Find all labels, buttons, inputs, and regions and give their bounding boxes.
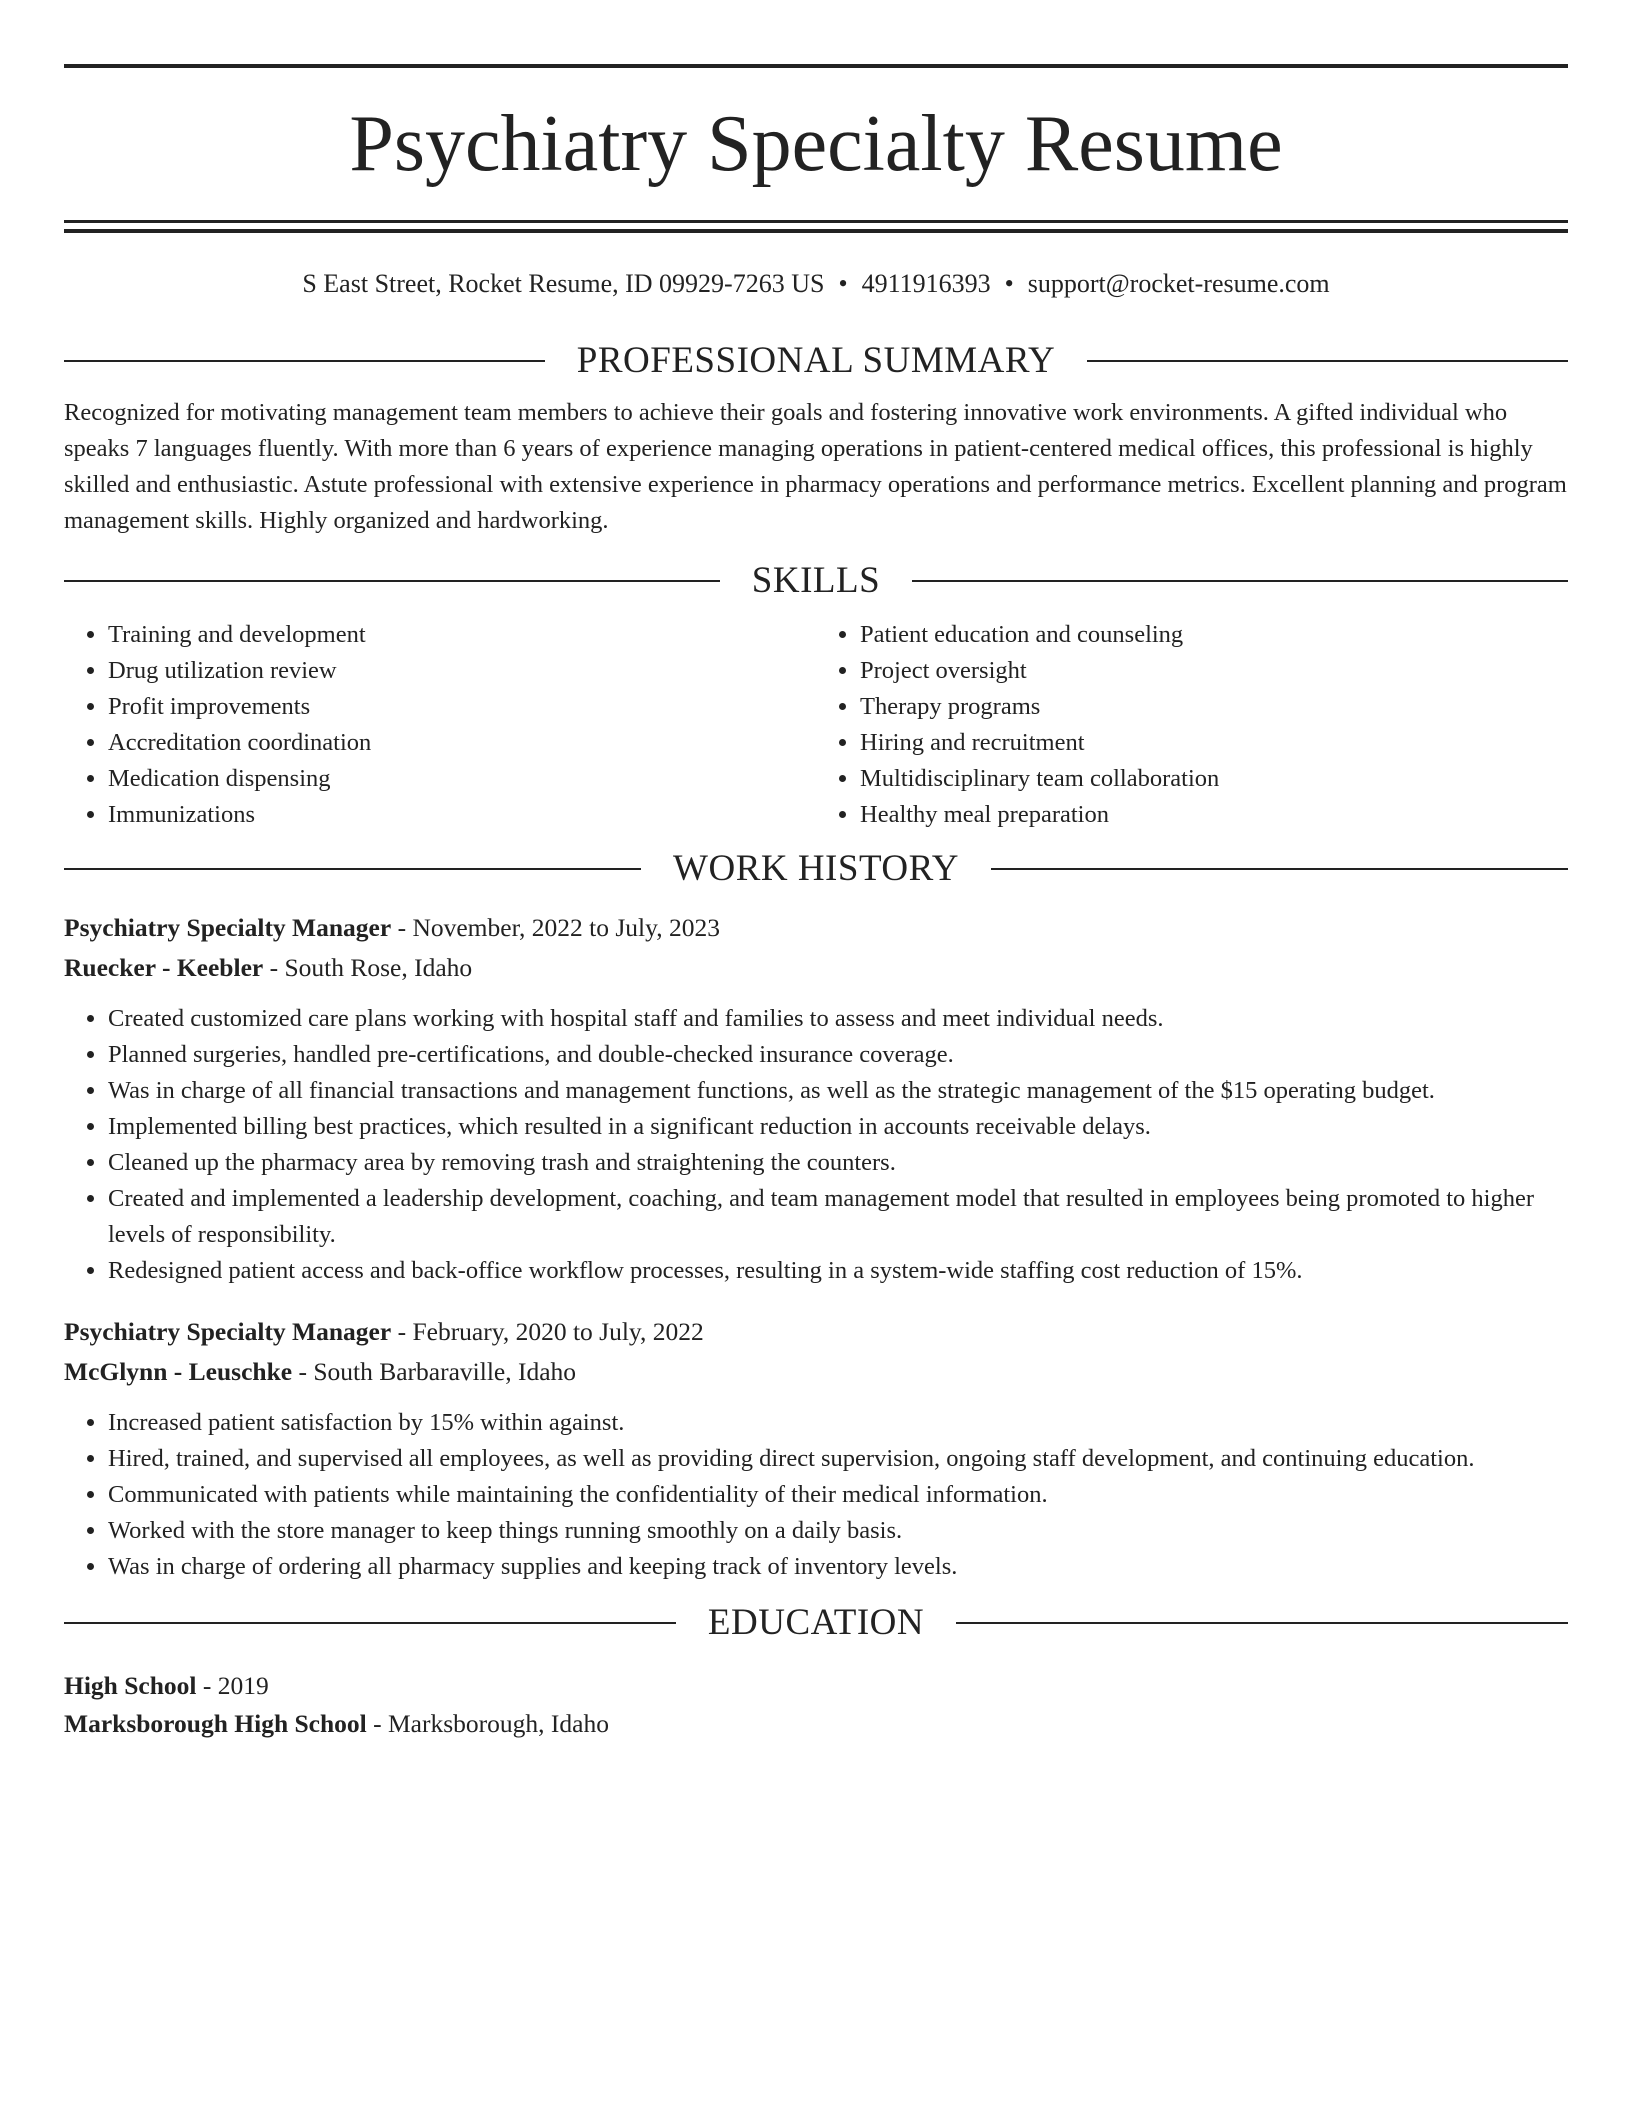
skill-item: • Profit improvements	[108, 689, 816, 725]
job-location: - South Rose, Idaho	[263, 953, 473, 982]
job-bullet: • Was in charge of ordering all pharmacy supplies and keeping track of inventory levels.	[108, 1549, 1568, 1585]
education-location: - Marksborough, Idaho	[366, 1709, 609, 1738]
job-company: Ruecker - Keebler	[64, 953, 264, 982]
job-dates: - February, 2020 to July, 2022	[391, 1317, 704, 1346]
job-bullet: • Worked with the store manager to keep things running smoothly on a daily basis.	[108, 1513, 1568, 1549]
skills-column-right	[816, 617, 1568, 833]
contact-phone: 4911916393	[861, 269, 991, 298]
skills-column-left	[64, 617, 816, 833]
section-heading-label: WORK HISTORY	[673, 848, 959, 889]
job-bullet: • Hired, trained, and supervised all employees, as well as providing direct supervision, ongoing staff development, and continuing education.	[108, 1441, 1568, 1477]
section-heading-label: PROFESSIONAL SUMMARY	[576, 340, 1056, 381]
skill-item: • Therapy programs	[860, 689, 1568, 725]
job-bullet: • Created and implemented a leadership development, coaching, and team management model that resulted in employees being promoted to higher levels of responsibility.	[108, 1181, 1568, 1253]
contact-address: S East Street, Rocket Resume, ID 09929-7263 US	[302, 269, 825, 298]
skill-item: • Project oversight	[860, 653, 1568, 689]
skill-item: • Healthy meal preparation	[860, 797, 1568, 833]
section-heading-work	[64, 847, 1568, 891]
divider-line	[991, 868, 1568, 870]
job-title: Psychiatry Specialty Manager	[64, 1317, 392, 1346]
job-title-line	[64, 909, 1568, 947]
section-heading-summary	[64, 339, 1568, 383]
divider-line	[956, 1622, 1568, 1624]
divider-line	[64, 868, 641, 870]
job-company-line	[64, 949, 1568, 987]
skill-item: • Multidisciplinary team collaboration	[860, 761, 1568, 797]
job-bullet: • Was in charge of all financial transactions and management functions, as well as the strategic management of the $15 operating budget.	[108, 1073, 1568, 1109]
job-title-line	[64, 1313, 1568, 1351]
job-bullet: • Increased patient satisfaction by 15% within against.	[108, 1405, 1568, 1441]
job-bullet: • Created customized care plans working with hospital staff and families to assess and meet individual needs.	[108, 1001, 1568, 1037]
skills-list	[64, 617, 1568, 833]
job-entry	[64, 909, 1568, 1289]
education-school: Marksborough High School	[64, 1709, 367, 1738]
section-heading-skills	[64, 559, 1568, 603]
job-bullet: • Communicated with patients while maintaining the confidentiality of their medical information.	[108, 1477, 1568, 1513]
skill-item: • Accreditation coordination	[108, 725, 816, 761]
job-dates: - November, 2022 to July, 2023	[391, 913, 720, 942]
education-degree-line	[64, 1667, 1568, 1705]
skill-item: • Hiring and recruitment	[860, 725, 1568, 761]
job-company: McGlynn - Leuschke	[64, 1357, 293, 1386]
divider-line	[64, 580, 720, 582]
job-title: Psychiatry Specialty Manager	[64, 913, 392, 942]
job-bullets	[64, 1001, 1568, 1289]
summary-text: Recognized for motivating management team members to achieve their goals and fostering innovative work environments. A gifted individual who speaks 7 languages fluently. With more than 6 years of experience managing operations in patient-centered medical offices, this professional is highly skilled and enthusiastic. Astute professional with extensive experience in pharmacy operations and performance metrics. Excellent planning and program management skills. Highly organized and hardworking.	[64, 399, 1567, 534]
divider-line	[912, 580, 1568, 582]
education-year: - 2019	[196, 1671, 269, 1700]
resume-title: Psychiatry Specialty Resume	[349, 100, 1283, 188]
divider-line	[64, 1622, 676, 1624]
contact-separator: •	[1004, 269, 1014, 298]
job-bullet: • Redesigned patient access and back-office workflow processes, resulting in a system-wide staffing cost reduction of 15%.	[108, 1253, 1568, 1289]
contact-line	[64, 267, 1568, 301]
title-double-rule	[64, 220, 1568, 233]
job-bullet: • Planned surgeries, handled pre-certifications, and double-checked insurance coverage.	[108, 1037, 1568, 1073]
job-location: - South Barbaraville, Idaho	[292, 1357, 577, 1386]
section-heading-label: EDUCATION	[707, 1602, 925, 1643]
contact-separator: •	[838, 269, 848, 298]
skill-item: • Drug utilization review	[108, 653, 816, 689]
job-company-line	[64, 1353, 1568, 1391]
divider-line	[1087, 360, 1568, 362]
job-bullets	[64, 1405, 1568, 1585]
skill-item: • Training and development	[108, 617, 816, 653]
section-heading-education	[64, 1601, 1568, 1645]
contact-email: support@rocket-resume.com	[1027, 269, 1330, 298]
skill-item: • Medication dispensing	[108, 761, 816, 797]
top-rule	[64, 64, 1568, 68]
education-school-line	[64, 1705, 1568, 1743]
job-entry	[64, 1313, 1568, 1585]
section-heading-label: SKILLS	[751, 560, 881, 601]
education-degree: High School	[64, 1671, 197, 1700]
divider-line	[64, 360, 545, 362]
job-bullet: • Implemented billing best practices, which resulted in a significant reduction in accounts receivable delays.	[108, 1109, 1568, 1145]
skill-item: • Patient education and counseling	[860, 617, 1568, 653]
job-bullet: • Cleaned up the pharmacy area by removing trash and straightening the counters.	[108, 1145, 1568, 1181]
skill-item: • Immunizations	[108, 797, 816, 833]
